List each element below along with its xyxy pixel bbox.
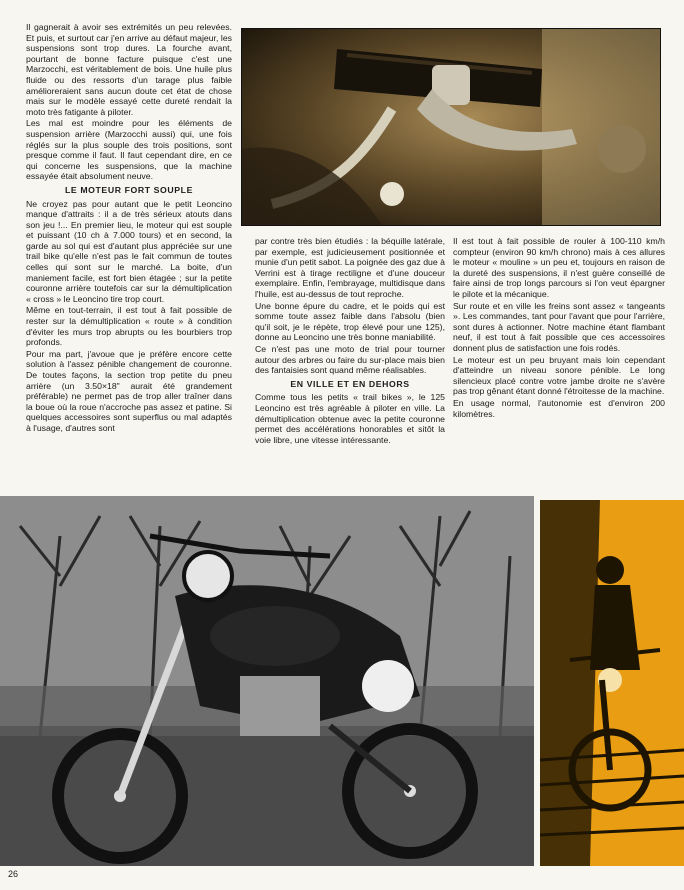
paragraph: Une bonne épure du cadre, et le poids qui est somme toute assez faible dans l'absolu (bien qu'il soit, je le répète, trop élevé pour une 125), donne au Leoncino une très bonne maniabilité.	[255, 300, 445, 343]
paragraph: Le moteur est un peu bruyant mais loin cependant d'atteindre un niveau sonore pénible. Le long silencieux placé contre votre jambe droite ne s'avère pas trop gênant étant donné l'étroitesse de la machine.	[453, 354, 665, 397]
paragraph: Comme tous les petits « trail bikes », le 125 Leoncino est très agréable à piloter en ville. La démultiplication obtenue avec la petite couronne permet des accélérations honorables et sitôt la voie libre, une vitesse intéressante.	[255, 392, 445, 445]
paragraph: Il gagnerait à avoir ses extrémités un peu relevées. Et puis, et surtout car j'en arrive au défaut majeur, les suspensions sont trop dures. La fourche avant, pourtant de bonne facture puisque c'est une Marzocchi, est véritablement de bois. Une huile plus fluide ou des ressorts d'un tarage plus faible amélioreraient sans aucun doute cet état de chose mais sur le modèle essayé cette dureté rendait la moto très fatigante à piloter.	[26, 22, 232, 117]
paragraph: Ce n'est pas une moto de trial pour tourner autour des arbres ou faire du sur-place mais bien des fantaisies sont quand même réalisables.	[255, 343, 445, 376]
section-heading: EN VILLE ET EN DEHORS	[290, 378, 410, 389]
text-column-1	[26, 22, 232, 435]
paragraph: par contre très bien étudiés : la béquille latérale, par exemple, est judicieusement positionnée et munie d'un petit sabot. La poignée des gaz due à Verrini est à tirage rectiligne et d'une douceur exemplaire. Enfin, l'embrayage, multidisque dans l'huile, est au-dessus de tout reproche.	[255, 236, 445, 299]
section-heading: LE MOTEUR FORT SOUPLE	[65, 184, 193, 195]
text-column-2	[255, 236, 445, 446]
handlebar-photo	[241, 28, 661, 226]
rider-photo	[540, 500, 684, 866]
paragraph: Même en tout-terrain, il est tout à fait possible de rester sur la démultiplication « route » à condition d'éviter les murs trop abrupts ou les bourbiers trop profonds.	[26, 305, 232, 348]
paragraph: En usage normal, l'autonomie est d'environ 200 kilomètres.	[453, 397, 665, 419]
paragraph: Les mal est moindre pour les éléments de suspension arrière (Marzocchi aussi) qui, une fois réglés sur la plus souple des trois positions, sont presque comme il faut. Il faut cependant dire, en ce qui concerne les suspensions, que la machine essayée était absolument neuve.	[26, 118, 232, 182]
paragraph: Sur route et en ville les freins sont assez « tangeants ». Les commandes, tant pour l'avant que pour l'arrière, sont dures à actionner. Notre machine étant flambant neuf, il est tout à fait possible que ces accessoires donnent plus de satisfaction une fois rodés.	[453, 300, 665, 353]
paragraph: Ne croyez pas pour autant que le petit Leoncino manque d'attraits : il a de très sérieux atouts dans son jeu !... En premier lieu, le moteur qui est souple et puissant (10 ch à 7.000 tours) et en second, la garde au sol qui est d'autant plus appréciée sur une trail bike qu'elle n'est pas le fait commun de toutes celles qui sont sur le marché. La boite, d'un maniement facile, est fort bien étagée ; sur la petite couronne arrière toutefois car sur la démultiplication « cross » le Leoncino tire trop court.	[26, 198, 232, 304]
motorcycle-photo	[0, 496, 534, 866]
paragraph: Pour ma part, j'avoue que je préfère encore cette solution à l'assez pénible changement de couronne. De toutes façons, la section trop petite du pneu arrière (un 3.50×18" aurait été grandement préférable) ne permet pas de trop aller traîner dans la boue où la roue n'accroche pas assez et patine. Si quelques accessoires sont superflus ou mal adaptés à l'usage, d'autres sont	[26, 348, 232, 433]
paragraph: Il est tout à fait possible de rouler à 100-110 km/h compteur (environ 90 km/h chrono) mais à ces allures le moteur « mouline » un peu et, toujours en raison de la dureté des suspensions, il n'est guère conseillé de faire ainsi de trop longs parcours si l'on veut épargner le pilote et la mécanique.	[453, 236, 665, 299]
text-column-3	[453, 236, 665, 420]
page-number: 26	[8, 869, 19, 879]
